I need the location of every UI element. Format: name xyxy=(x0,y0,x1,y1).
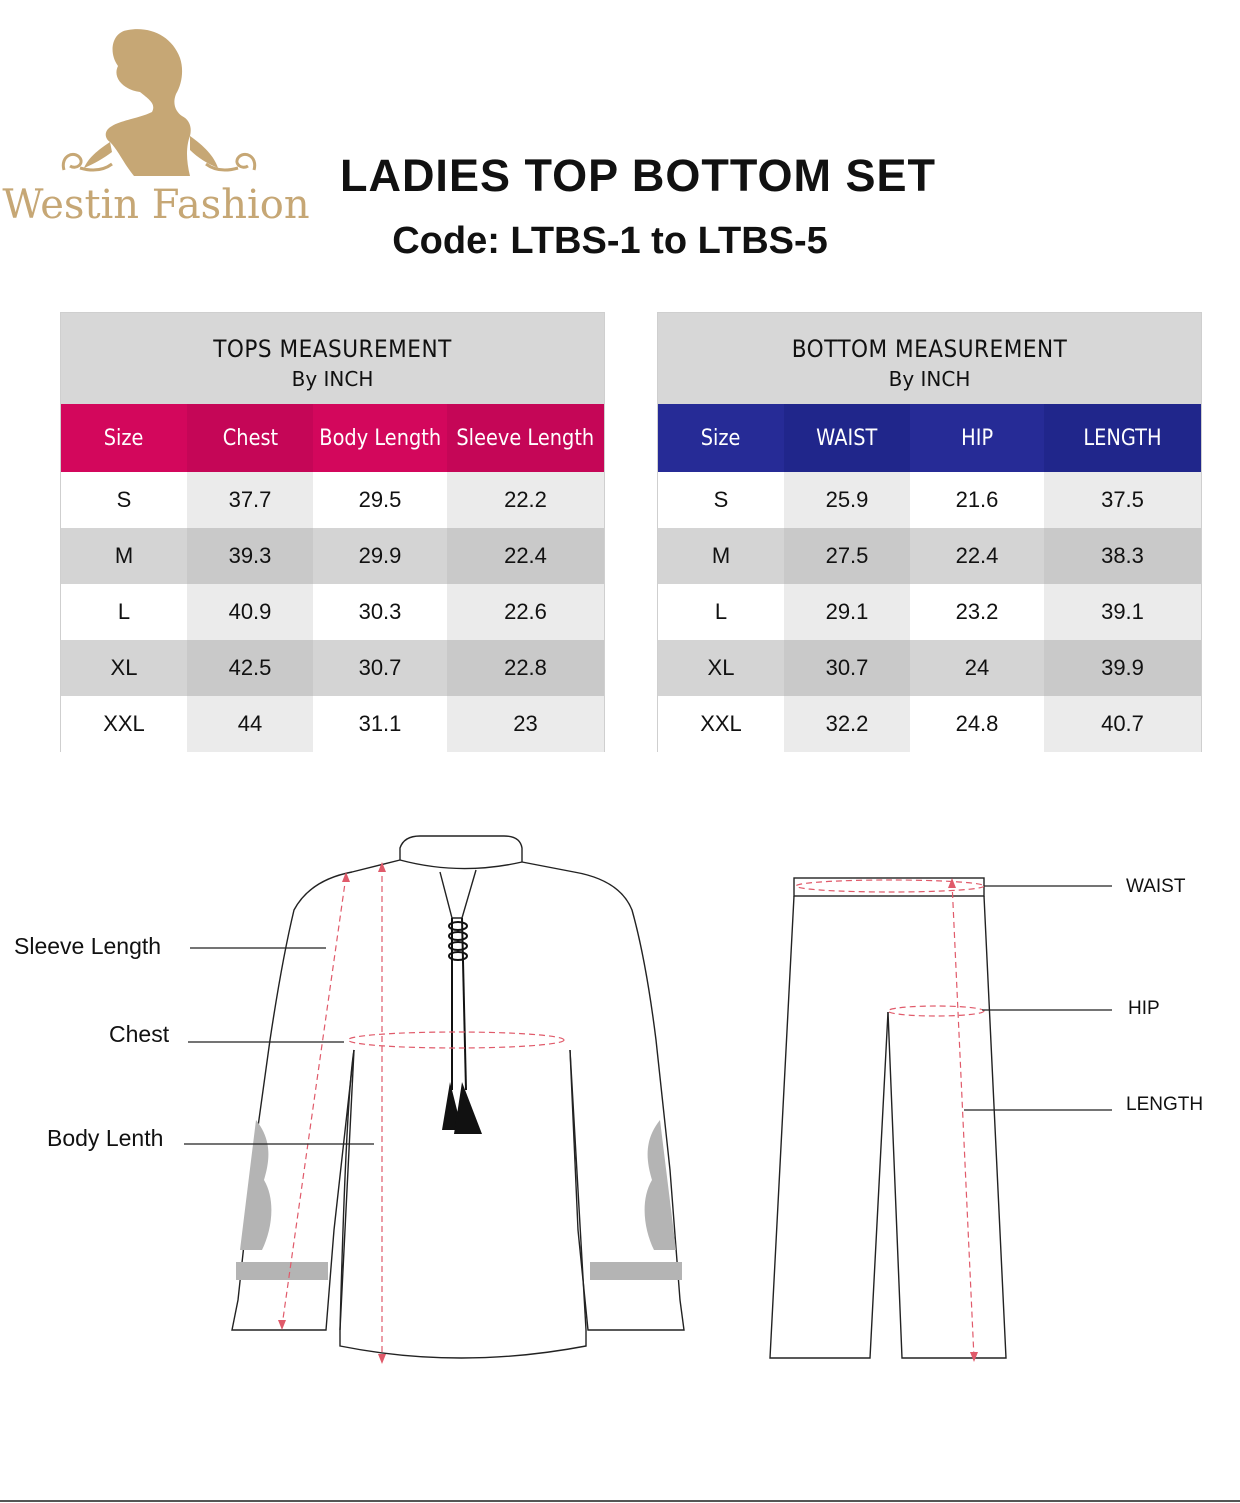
label-length: LENGTH xyxy=(1126,1094,1204,1115)
table-cell: 29.1 xyxy=(784,584,910,640)
table-cell: 29.5 xyxy=(313,472,447,528)
table-cell: 32.2 xyxy=(784,696,910,752)
label-sleeve-length: Sleeve Length xyxy=(14,933,162,959)
table-cell: 38.3 xyxy=(1044,528,1201,584)
table-cell: 30.7 xyxy=(784,640,910,696)
brand-logo-icon xyxy=(0,0,320,270)
table-cell: XL xyxy=(658,640,784,696)
table-cell: 24 xyxy=(910,640,1044,696)
table-row xyxy=(658,696,1201,752)
table-cell: 27.5 xyxy=(784,528,910,584)
tops-measurement-table xyxy=(60,312,605,752)
page-divider xyxy=(0,1500,1240,1502)
table-cell: 24.8 xyxy=(910,696,1044,752)
table-cell: 23.2 xyxy=(910,584,1044,640)
column-header-body-length: Body Length xyxy=(313,404,447,472)
brand-name: Westin Fashion xyxy=(2,182,310,228)
column-header-sleeve-length: Sleeve Length xyxy=(447,404,604,472)
bottom-table-unit: By INCH xyxy=(888,367,971,391)
label-chest: Chest xyxy=(109,1021,170,1047)
table-row xyxy=(61,696,604,752)
product-code: Code: LTBS-1 to LTBS-5 xyxy=(392,220,828,262)
tops-table-header xyxy=(61,313,604,404)
table-row xyxy=(61,584,604,640)
table-cell: 22.4 xyxy=(910,528,1044,584)
arrow-heads-icon xyxy=(278,862,386,1364)
table-cell: XL xyxy=(61,640,187,696)
bottom-arrow-heads-icon xyxy=(948,878,978,1362)
column-header-hip: HIP xyxy=(910,404,1044,472)
label-hip: HIP xyxy=(1128,998,1160,1019)
table-cell: 39.9 xyxy=(1044,640,1201,696)
table-cell: 22.2 xyxy=(447,472,604,528)
table-cell: 37.5 xyxy=(1044,472,1201,528)
table-cell: 23 xyxy=(447,696,604,752)
table-cell: 21.6 xyxy=(910,472,1044,528)
column-header-size: Size xyxy=(61,404,187,472)
bottom-measurement-table xyxy=(657,312,1202,752)
table-cell: 37.7 xyxy=(187,472,313,528)
table-row xyxy=(61,528,604,584)
table-cell: 22.4 xyxy=(447,528,604,584)
table-row xyxy=(658,528,1201,584)
table-cell: S xyxy=(61,472,187,528)
table-cell: 44 xyxy=(187,696,313,752)
table-cell: 40.7 xyxy=(1044,696,1201,752)
table-cell: XXL xyxy=(658,696,784,752)
bottom-leader-lines-icon xyxy=(964,886,1112,1110)
measurement-diagram xyxy=(0,800,1240,1420)
table-cell: 22.6 xyxy=(447,584,604,640)
tops-table-title: TOPS MEASUREMENT xyxy=(213,335,452,363)
label-body-length: Body Lenth xyxy=(47,1125,164,1151)
table-cell: 22.8 xyxy=(447,640,604,696)
top-leader-lines-icon xyxy=(184,948,374,1144)
table-cell: 30.3 xyxy=(313,584,447,640)
bottom-measurement-guides-icon xyxy=(796,880,984,1358)
table-row xyxy=(61,472,604,528)
table-cell: 29.9 xyxy=(313,528,447,584)
table-cell: 31.1 xyxy=(313,696,447,752)
table-cell: L xyxy=(658,584,784,640)
table-row xyxy=(658,640,1201,696)
bottom-column-headers xyxy=(658,404,1201,472)
column-header-waist: WAIST xyxy=(784,404,910,472)
tops-table-unit: By INCH xyxy=(291,367,374,391)
table-cell: 25.9 xyxy=(784,472,910,528)
table-cell: 39.3 xyxy=(187,528,313,584)
column-header-chest: Chest xyxy=(187,404,313,472)
tassel-icon xyxy=(442,918,482,1134)
bottom-table-header xyxy=(658,313,1201,404)
table-row xyxy=(658,584,1201,640)
table-cell: 40.9 xyxy=(187,584,313,640)
table-cell: 39.1 xyxy=(1044,584,1201,640)
table-cell: M xyxy=(61,528,187,584)
table-row xyxy=(658,472,1201,528)
page-title: LADIES TOP BOTTOM SET xyxy=(339,150,937,201)
bottom-table-title: BOTTOM MEASUREMENT xyxy=(791,335,1068,363)
label-waist: WAIST xyxy=(1126,876,1186,897)
tops-column-headers xyxy=(61,404,604,472)
column-header-size: Size xyxy=(658,404,784,472)
column-header-length: LENGTH xyxy=(1044,404,1201,472)
top-measurement-guides-icon xyxy=(282,866,564,1360)
table-cell: 30.7 xyxy=(313,640,447,696)
table-cell: S xyxy=(658,472,784,528)
table-row xyxy=(61,640,604,696)
table-cell: M xyxy=(658,528,784,584)
table-cell: L xyxy=(61,584,187,640)
table-cell: 42.5 xyxy=(187,640,313,696)
table-cell: XXL xyxy=(61,696,187,752)
